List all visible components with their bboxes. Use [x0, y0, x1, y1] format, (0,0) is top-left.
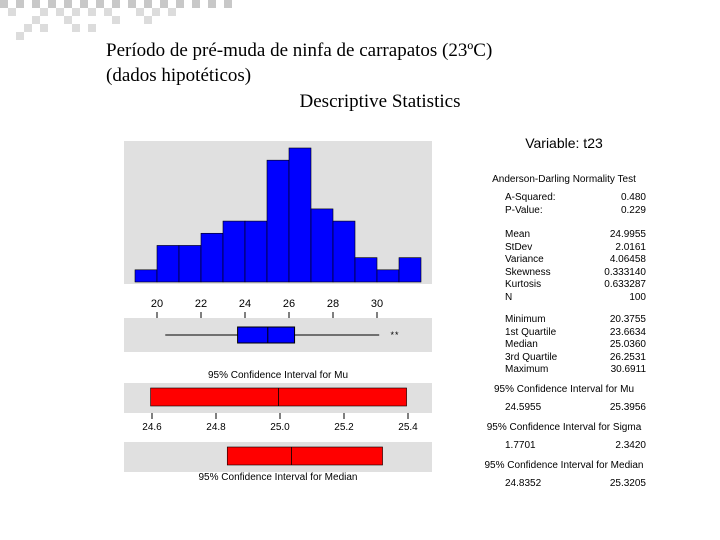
histogram-bar: [201, 233, 223, 282]
stat-label: Minimum: [505, 314, 546, 325]
stat-label: Variance: [505, 254, 544, 265]
histogram-tick-label: 24: [238, 298, 252, 310]
stat-row: [476, 339, 646, 352]
ci-median-high: 25.3205: [609, 478, 646, 489]
histogram-tick-label: 20: [150, 298, 164, 310]
histogram-tick-label: 22: [194, 298, 208, 310]
stat-row: [476, 192, 646, 205]
stat-row: [476, 205, 646, 218]
ci-tick-label: 25.2: [334, 422, 354, 433]
stat-value: 0.333140: [604, 266, 646, 278]
ci-median-header: 95% Confidence Interval for Median: [484, 460, 644, 471]
stat-value: 2.0161: [615, 241, 646, 253]
histogram-tick-label: 30: [370, 298, 384, 310]
ci-sigma-header: 95% Confidence Interval for Sigma: [486, 422, 642, 433]
stat-label: Kurtosis: [505, 279, 542, 290]
stat-row: [476, 327, 646, 340]
boxplot-box: [238, 327, 295, 343]
ci-median-low: 24.8352: [505, 478, 542, 489]
ci-median-bar: [227, 447, 382, 465]
histogram-tick-label: 26: [282, 298, 296, 310]
ci-sigma-high: 2.3420: [615, 440, 646, 451]
stat-value: 26.2531: [609, 351, 646, 363]
ci-mu-low: 24.5955: [505, 402, 542, 413]
stat-value: 23.6634: [609, 326, 646, 338]
histogram-bar: [355, 258, 377, 282]
stat-row: [476, 229, 646, 242]
ci-tick-label: 25.0: [270, 422, 290, 433]
histogram-bar: [223, 221, 245, 282]
ci-tick-label: 24.6: [142, 422, 162, 433]
stat-label: P-Value:: [505, 204, 543, 216]
histogram-bar: [245, 221, 267, 282]
stat-row: [476, 279, 646, 292]
stat-row: [476, 267, 646, 280]
ci-tick-label: 25.4: [398, 422, 418, 433]
stat-row: [476, 254, 646, 267]
ci-mu-high: 25.3956: [609, 402, 646, 413]
stat-row: [476, 364, 646, 377]
stat-value: 20.3755: [609, 314, 646, 325]
ci-median-label: 95% Confidence Interval for Median: [198, 472, 358, 483]
stat-label: 1st Quartile: [505, 326, 557, 338]
slide-title-line1: Período de pré-muda de ninfa de carrapatos (23ºC): [106, 40, 493, 61]
ci-mu-header: 95% Confidence Interval for Mu: [493, 384, 635, 395]
chart-subtitle: Descriptive Statistics: [299, 91, 461, 112]
stat-label: Skewness: [505, 266, 551, 278]
ci-mu-label: 95% Confidence Interval for Mu: [207, 370, 349, 381]
histogram-bar: [311, 209, 333, 282]
histogram-bar: [267, 160, 289, 282]
stat-value: 25.0360: [609, 339, 646, 351]
stat-value: 4.06458: [609, 254, 646, 265]
histogram-bar: [377, 270, 399, 282]
slide-title-line2: (dados hipotéticos): [106, 65, 252, 86]
histogram-bar: [333, 221, 355, 282]
anderson-darling-header: Anderson-Darling Normality Test: [492, 174, 636, 185]
histogram-bar: [157, 245, 179, 282]
histogram-bar: [289, 148, 311, 282]
ci-sigma-low: 1.7701: [505, 440, 536, 451]
stat-row: [476, 242, 646, 255]
stat-value: 0.480: [620, 192, 646, 203]
boxplot-outlier: *: [395, 330, 399, 340]
histogram-tick-label: 28: [326, 298, 340, 310]
stat-label: Median: [505, 339, 538, 351]
stat-label: StDev: [505, 241, 533, 253]
stat-value: 100: [629, 291, 646, 303]
variable-label: Variable: t23: [525, 135, 603, 151]
stat-row: [476, 292, 646, 305]
stat-value: 0.229: [620, 204, 646, 216]
histogram-bar: [135, 270, 157, 282]
stat-label: Maximum: [505, 364, 549, 376]
stat-value: 30.6911: [610, 364, 646, 376]
boxplot-outlier: *: [390, 330, 394, 340]
stat-value: 24.9955: [609, 229, 646, 240]
stat-label: A-Squared:: [505, 192, 556, 203]
stat-label: N: [505, 291, 513, 303]
stat-row: [476, 352, 646, 365]
stat-value: 0.633287: [604, 279, 646, 290]
stat-label: 3rd Quartile: [505, 351, 558, 363]
stat-label: Mean: [505, 229, 531, 240]
histogram-bar: [399, 258, 421, 282]
ci-tick-label: 24.8: [206, 422, 226, 433]
histogram-bar: [179, 245, 201, 282]
stat-row: [476, 314, 646, 327]
